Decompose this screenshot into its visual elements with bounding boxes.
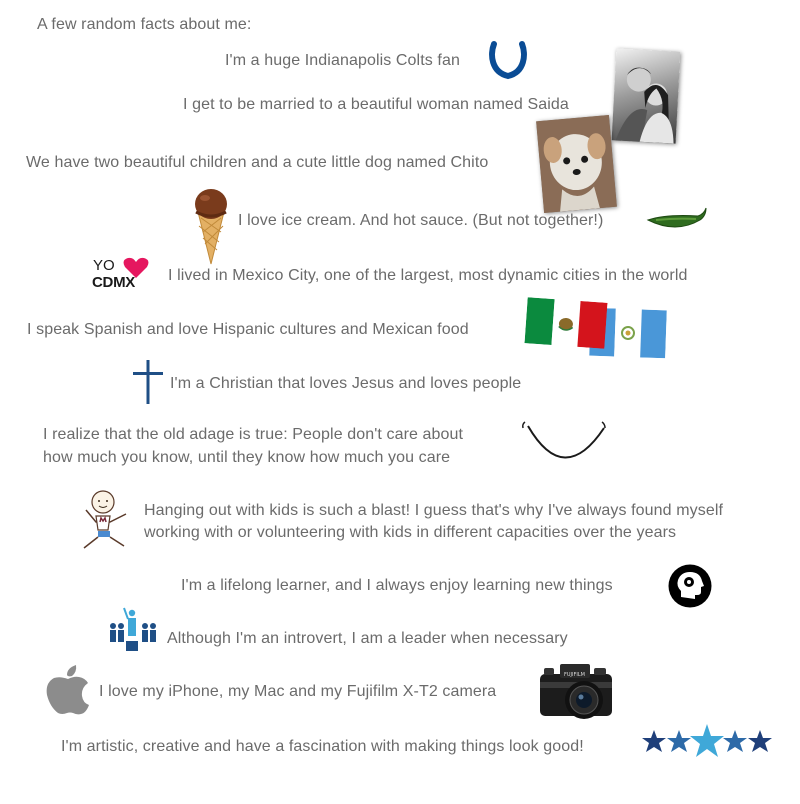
fact-adage-line2: how much you know, until they know how much you care [43,449,451,466]
fact-colts: I'm a huge Indianapolis Colts fan [225,52,460,69]
leader-people-icon [108,604,158,652]
chili-pepper-icon [646,200,708,236]
page-heading: A few random facts about me: [37,16,252,33]
fact-spanish: I speak Spanish and love Hispanic cultures and Mexican food [27,321,469,338]
ice-cream-cone-icon [193,186,229,266]
fact-learner: I'm a lifelong learner, and I always enjoy learning new things [181,577,613,594]
svg-text:FUJIFILM: FUJIFILM [564,672,585,678]
cdmx-logo-line2: CDMX [92,274,135,291]
horseshoe-icon [488,40,528,80]
camera-icon [536,660,616,722]
dog-photo [536,115,617,213]
yo-cdmx-logo [92,256,156,294]
fact-children: We have two beautiful children and a cute little dog named Chito [26,154,489,171]
kid-figure-icon [78,488,132,552]
smile-icon [519,418,609,466]
apple-logo-icon [46,663,90,715]
fact-kids-line1: Hanging out with kids is such a blast! I guess that's why I've always found myself [144,502,724,519]
fact-icecream: I love ice cream. And hot sauce. (But not together!) [238,212,604,229]
fact-mexico-city: I lived in Mexico City, one of the largest, most dynamic cities in the world [168,267,688,284]
mexico-flag-icon [524,297,607,348]
fact-artistic: I'm artistic, creative and have a fascination with making things look good! [61,738,584,755]
learner-head-icon [668,564,712,608]
fact-christian: I'm a Christian that loves Jesus and loves people [170,375,522,392]
fact-adage-line1: I realize that the old adage is true: People don't care about [43,426,464,443]
fact-introvert: Although I'm an introvert, I am a leader when necessary [167,630,568,647]
fact-married: I get to be married to a beautiful woman named Saida [183,96,569,113]
fact-kids-line2: working with or volunteering with kids in different capacities over the years [144,524,677,541]
cross-icon [131,359,165,405]
fact-iphone: I love my iPhone, my Mac and my Fujifilm X-T2 camera [99,683,497,700]
couple-photo [612,48,681,143]
heart-icon [122,256,150,280]
stars-icon [641,722,775,762]
cdmx-logo-line1: YO [93,257,115,274]
